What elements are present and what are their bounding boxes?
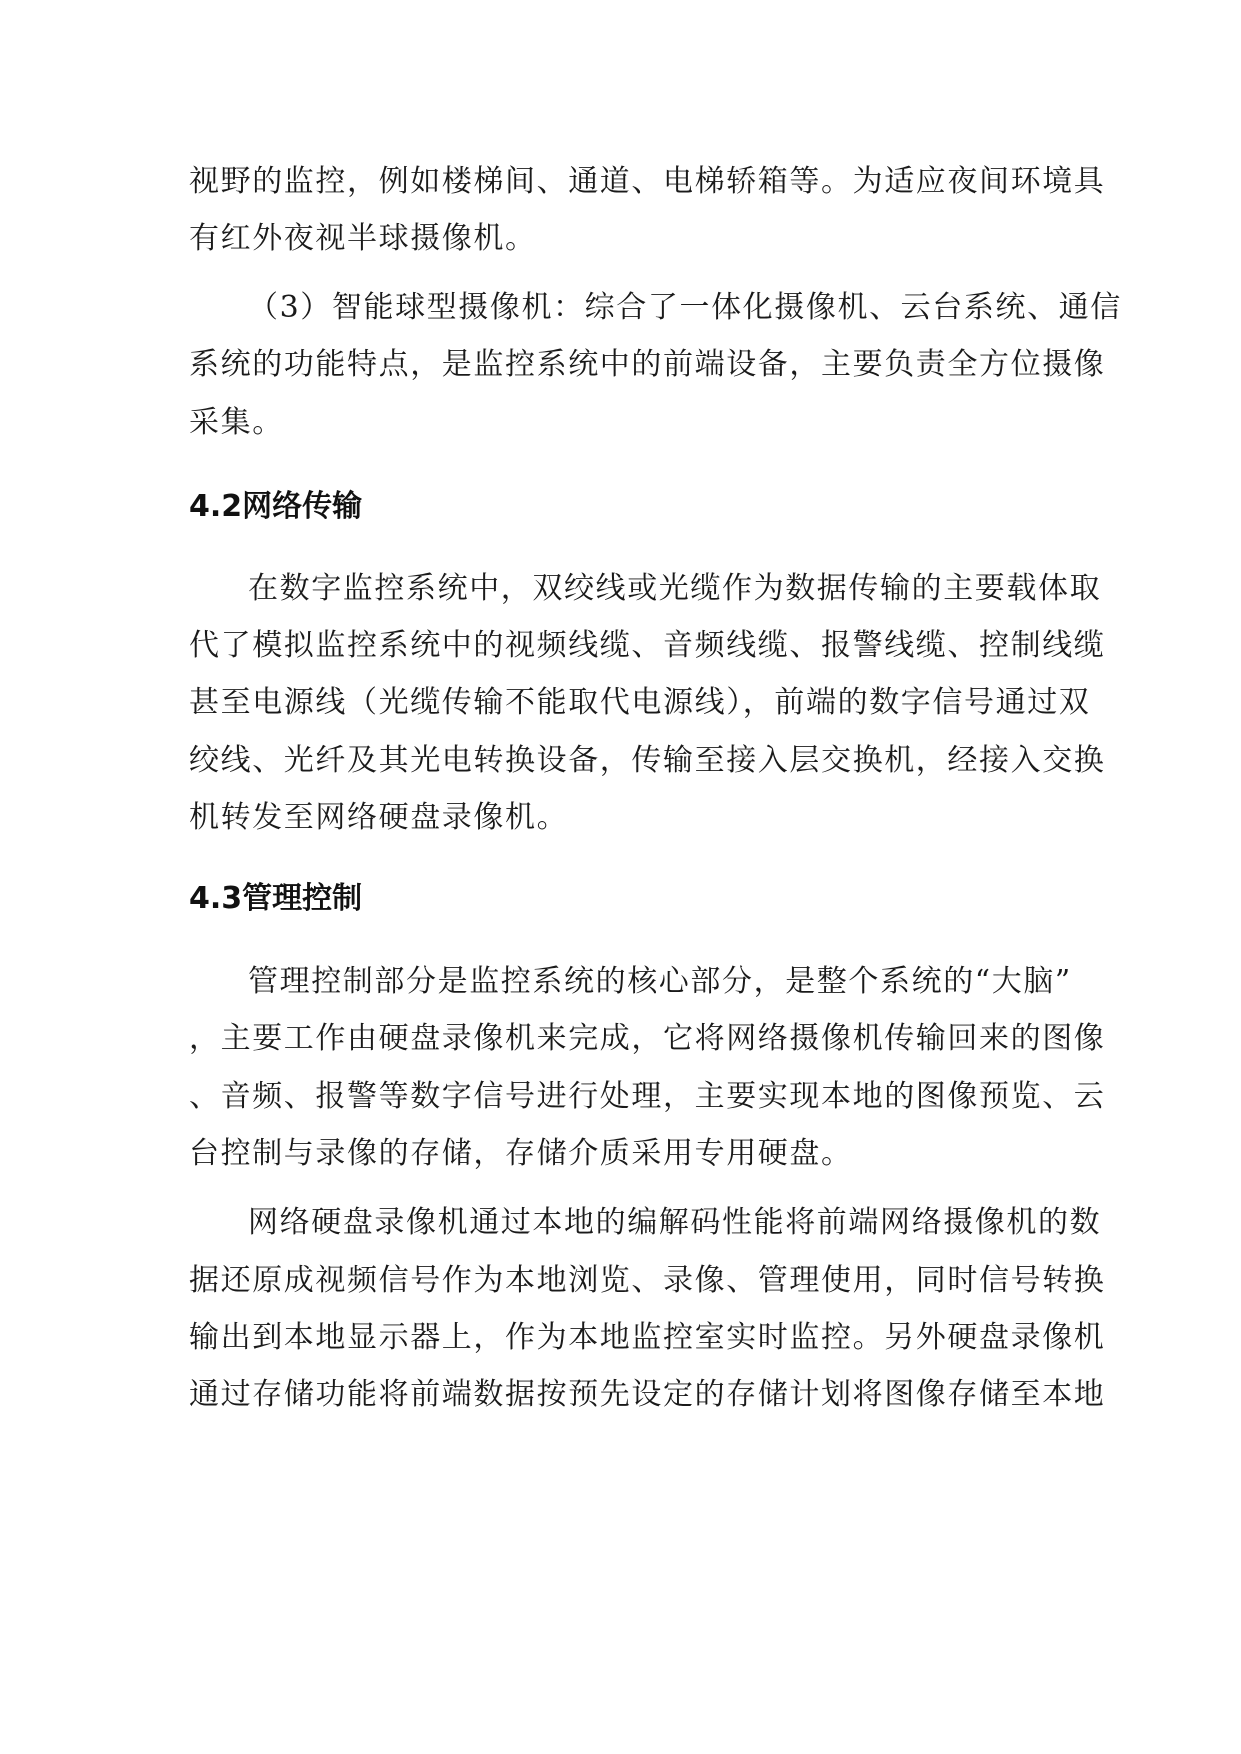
text-line: 网络硬盘录像机通过本地的编解码性能将前端网络摄像机的数 [248,1205,1102,1240]
text-line: （3）智能球型摄像机：综合了一体化摄像机、云台系统、通信 [248,290,1122,325]
text-line: 系统的功能特点，是监控系统中的前端设备，主要负责全方位摄像 [189,347,1106,382]
section-heading-4-3: 4.3管理控制 [189,881,363,916]
text-line: 在数字监控系统中，双绞线或光缆作为数据传输的主要载体取 [248,571,1102,606]
text-line: ，主要工作由硬盘录像机来完成，它将网络摄像机传输回来的图像 [189,1021,1106,1056]
text-line: 通过存储功能将前端数据按预先设定的存储计划将图像存储至本地 [189,1377,1106,1412]
section-heading-4-2: 4.2网络传输 [189,489,363,524]
text-line: 管理控制部分是监控系统的核心部分，是整个系统的“大脑” [248,964,1072,999]
text-line: 有红外夜视半球摄像机。 [189,221,537,256]
text-line: 、音频、报警等数字信号进行处理，主要实现本地的图像预览、云 [189,1079,1106,1114]
text-line: 机转发至网络硬盘录像机。 [189,800,569,835]
text-line: 代了模拟监控系统中的视频线缆、音频线缆、报警线缆、控制线缆 [189,628,1106,663]
text-line: 甚至电源线（光缆传输不能取代电源线），前端的数字信号通过双 [189,685,1091,720]
text-line: 采集。 [189,405,284,440]
text-line: 输出到本地显示器上，作为本地监控室实时监控。另外硬盘录像机 [189,1320,1106,1355]
text-line: 据还原成视频信号作为本地浏览、录像、管理使用，同时信号转换 [189,1263,1106,1298]
text-line: 绞线、光纤及其光电转换设备，传输至接入层交换机，经接入交换 [189,743,1106,778]
text-line: 视野的监控，例如楼梯间、通道、电梯轿箱等。为适应夜间环境具 [189,164,1106,199]
text-line: 台控制与录像的存储，存储介质采用专用硬盘。 [189,1136,853,1171]
